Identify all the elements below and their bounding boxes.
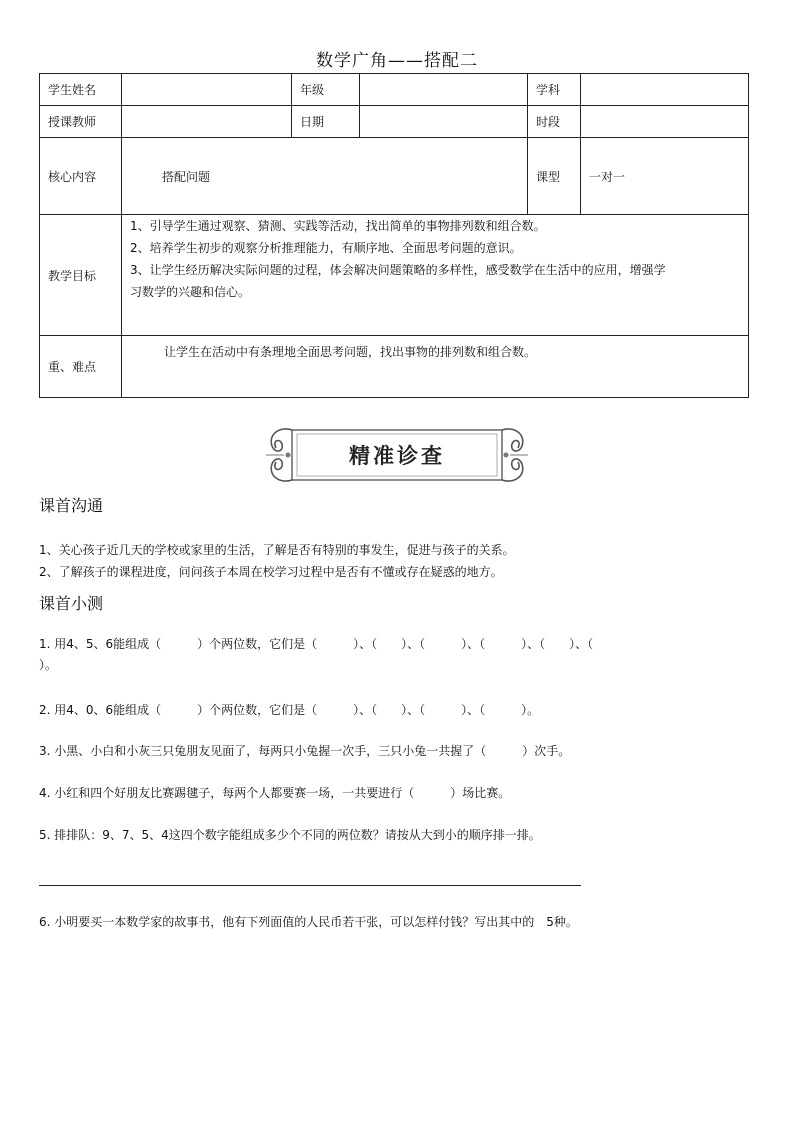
answer-line[interactable] [39,885,581,886]
period-field[interactable] [581,106,749,138]
section-heading: 课首小测 [39,594,104,613]
core-content-value: 搭配问题 [122,138,528,215]
goal-line: 1、引导学生通过观察、猜测、实践等活动，找出简单的事物排列数和组合数。 [130,219,546,233]
date-label: 日期 [292,106,360,138]
teaching-goals [122,215,749,336]
teacher-label: 授课教师 [40,106,122,138]
page-title: 数学广角——搭配二 [316,51,478,71]
question-5: 5. 排排队：9、7、5、4这四个数字能组成多少个不同的两位数？请按从大到小的顺序排一排。 [39,828,541,842]
goal-line: 2、培养学生初步的观察分析推理能力，有顺序地、全面思考问题的意识。 [130,241,522,255]
subject-field[interactable] [581,74,749,106]
lesson-info-table [39,73,749,398]
question-2: 2. 用4、0、6能组成（ ）个两位数，它们是（ ）、（ ）、（ ）、（ ）。 [39,703,540,717]
student-name-label: 学生姓名 [40,74,122,106]
communication-line: 1、关心孩子近几天的学校或家里的生活，了解是否有特别的事发生，促进与孩子的关系。 [39,543,515,557]
grade-field[interactable] [360,74,528,106]
key-points-label: 重、难点 [40,336,122,398]
question-1 [39,634,739,676]
banner-title: 精准诊查 [349,443,445,468]
lesson-type-value: 一对一 [581,138,749,215]
question-3: 3. 小黑、小白和小灰三只兔朋友见面了，每两只小兔握一次手，三只小兔一共握了（ ）次手。 [39,744,571,758]
goal-line: 3、让学生经历解决实际问题的过程，体会解决问题策略的多样性，感受数学在生活中的应用，增强学 [130,263,666,277]
core-content-label: 核心内容 [40,138,122,215]
subject-label: 学科 [528,74,581,106]
teaching-goals-label: 教学目标 [40,215,122,336]
question-4: 4. 小红和四个好朋友比赛踢毽子，每两个人都要赛一场，一共要进行（ ）场比赛。 [39,786,511,800]
question-6: 6. 小明要买一本数学家的故事书，他有下列面值的人民币若干张，可以怎样付钱？写出其中的 5种。 [39,915,578,929]
goal-line: 习数学的兴趣和信心。 [130,285,251,299]
question-text: ）。 [39,658,58,672]
key-points-value: 让学生在活动中有条理地全面思考问题，找出事物的排列数和组合数。 [122,336,749,398]
student-name-field[interactable] [122,74,292,106]
section-heading: 课首沟通 [39,496,104,515]
section-banner [262,422,532,488]
date-field[interactable] [360,106,528,138]
period-label: 时段 [528,106,581,138]
question-text: 1. 用4、5、6能组成（ ）个两位数，它们是（ ）、（ ）、（ ）、（ ）、（ ）、（ [39,637,594,651]
teacher-field[interactable] [122,106,292,138]
grade-label: 年级 [292,74,360,106]
communication-line: 2、了解孩子的课程进度，问问孩子本周在校学习过程中是否有不懂或存在疑惑的地方。 [39,565,503,579]
lesson-type-label: 课型 [528,138,581,215]
